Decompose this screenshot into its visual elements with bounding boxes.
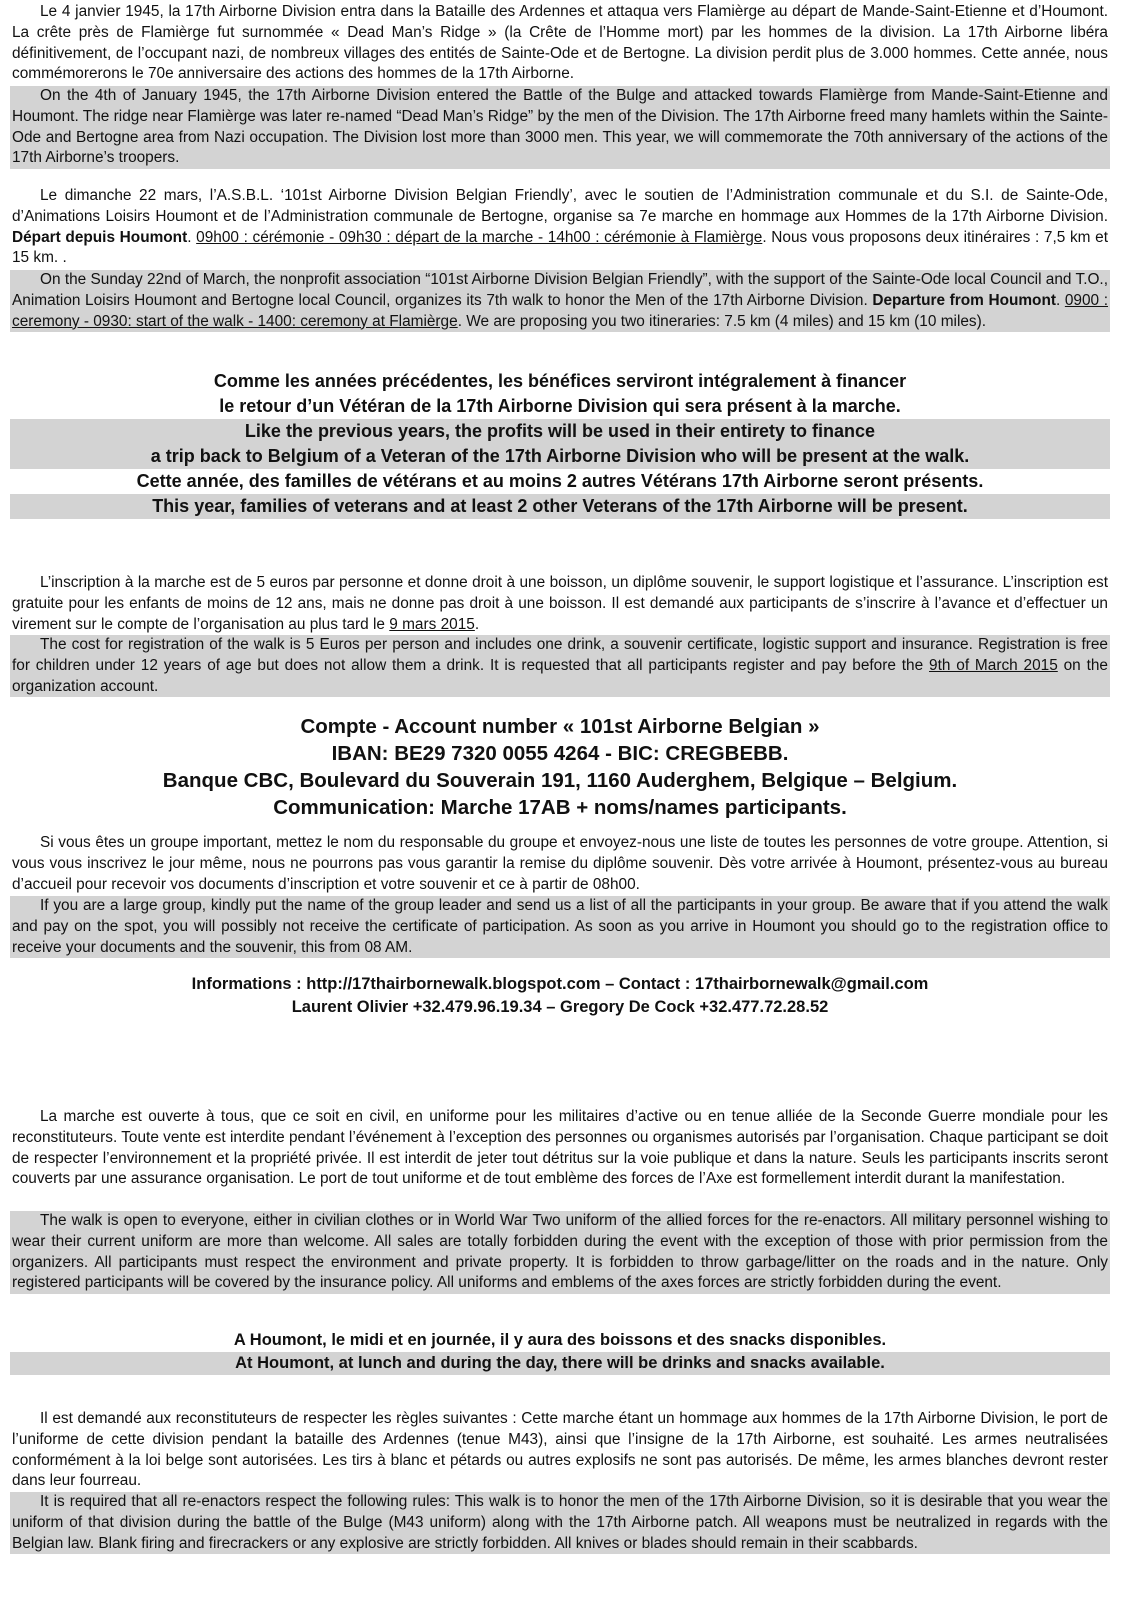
event-en-sep: . xyxy=(1055,291,1065,309)
reenactors-fr-paragraph: Il est demandé aux reconstituteurs de respecter les règles suivantes : Cette marche étant un hommage aux hommes de la 17th Airborne Division, le port de l’uniforme de cette division pendant la bataille des Ardennes (tenue M43), ainsi que l’insigne de la 17th Airborne, est souhaité. Les armes neutralisées conformément à la loi belge sont autorisées. Les tirs à blanc et pétards ou autres explosifs ne sont pas autorisés. De même, les armes blanches devront rester dans leur fourreau. xyxy=(12,1410,1108,1490)
rules-en-paragraph: The walk is open to everyone, either in civilian clothes or in World War Two uniform of the allied forces for the re-enactors. All military personnel wishing to wear their current uniform are more than welcome. All sales are totally forbidden during the event with the exception of those with prior permission from the organizers. All participants must respect the environment and private property. It is forbidden to throw garbage/litter on the roads and in the nature. Only registered participants will be covered by the insurance policy. All uniforms and emblems of the axes forces are strictly forbidden during the event. xyxy=(10,1211,1110,1294)
registration-fr-paragraph xyxy=(10,573,1110,635)
intro-fr-paragraph: Le 4 janvier 1945, la 17th Airborne Division entra dans la Bataille des Ardennes et attaqua vers Flamièrge au départ de Mande-Saint-Etienne et d’Houmont. La crête près de Flamièrge fut surnommée « Dead Man’s Ridge » (la Crête de l’Homme mort) par les hommes de la division. La 17th Airborne libéra définitivement, de l’occupant nazi, de nombreux villages des entités de Sainte-Ode et de Bertogne. La division perdit plus de 3.000 hommes. Cette année, nous commémorerons le 70e anniversaire des actions des hommes de la 17th Airborne. xyxy=(12,3,1108,83)
groups-en-paragraph: If you are a large group, kindly put the name of the group leader and send us a list of all the participants in your group. Be aware that if you attend the walk and pay on the spot, you will possibly not receive the certificate of participation. As soon as you arrive in Houmont you should go to the registration office to receive your documents and the souvenir, this from 08 AM. xyxy=(10,896,1110,958)
event-fr-itineraries: . Nous vous proposons deux itinéraires : 7,5 km et 15 km. . xyxy=(12,228,1108,267)
reenactors-en-paragraph: It is required that all re-enactors respect the following rules: This walk is to honor the men of the 17th Airborne Division, so it is desirable that you wear the uniform of that division during the battle of the Bulge (M43 uniform) along with the 17th Airborne patch. All weapons must be neutralized in regards with the Belgian law. Blank firing and firecrackers or any explosive are strictly forbidden. All knives or blades should remain in their scabbards. xyxy=(10,1492,1110,1554)
event-fr-text: Le dimanche 22 mars, l’A.S.B.L. ‘101st Airborne Division Belgian Friendly’, avec le soutien de l’Administration communale et du S.I. de Sainte-Ode, d’Animations Loisirs Houmont et de l’Administration communale de Bertogne, organise sa 7e marche en hommage aux Hommes de la 17th Airborne Division. xyxy=(12,187,1108,225)
event-fr-paragraph xyxy=(10,186,1110,269)
registration-fr-deadline: 9 mars 2015 xyxy=(389,615,475,633)
account-bank-address: Banque CBC, Boulevard du Souverain 191, 1160 Auderghem, Belgique – Belgium. xyxy=(162,769,958,792)
rules-fr-paragraph: La marche est ouverte à tous, que ce soit en civil, en uniforme pour les militaires d’active ou en tenue alliée de la Seconde Guerre mondiale pour les reconstituteurs. Toute vente est interdite pendant l’événement à l’exception des personnes ou organismes autorisés par l’organisation. Chaque participant se doit de respecter l’environnement et la propriété privée. Il est interdit de jeter tout détritus sur la voie publique et dans la nature. Seuls les participants inscrits seront couverts par une assurance organisation. Le port de tout uniforme et de tout emblème des forces de l’Axe est formellement interdit durant la manifestation. xyxy=(12,1108,1108,1188)
event-en-itineraries: . We are proposing you two itineraries: 7.5 km (4 miles) and 15 km (10 miles). xyxy=(457,312,987,330)
account-name: Compte - Account number « 101st Airborne Belgian » xyxy=(300,715,820,738)
registration-en-paragraph xyxy=(10,635,1110,697)
account-iban: IBAN: BE29 7320 0055 4264 - BIC: CREGBEBB. xyxy=(331,742,789,765)
account-communication: Communication: Marche 17AB + noms/names participants. xyxy=(273,796,847,819)
registration-fr-end: . xyxy=(474,615,480,633)
contact-links: Informations : http://17thairbornewalk.blogspot.com – Contact : 17thairbornewalk@gmail.com xyxy=(191,975,929,993)
registration-en-deadline: 9th of March 2015 xyxy=(929,656,1058,674)
event-en-paragraph xyxy=(10,270,1110,332)
profits-fr-line2: le retour d’un Vétéran de la 17th Airborne Division qui sera présent à la marche. xyxy=(219,396,901,416)
snacks-block xyxy=(10,1329,1110,1375)
registration-en-text: The cost for registration of the walk is 5 Euros per person and includes one drink, a souvenir certificate, logistic support and insurance. Registration is free for children under 12 years of age but does not allow them a drink. It is requested that all participants register and pay before the xyxy=(12,636,1108,674)
account-block xyxy=(10,713,1110,821)
intro-en-paragraph: On the 4th of January 1945, the 17th Airborne Division entered the Battle of the Bulge and attacked towards Flamièrge from Mande-Saint-Etienne and Houmont. The ridge near Flamièrge was later re-named “Dead Man’s Ridge” by the men of the Division. The 17th Airborne freed many hamlets within the Sainte-Ode and Bertogne area from Nazi occupation. The Division lost more than 3000 men. This year, we will commemorate the 70th anniversary of the actions of the 17th Airborne’s troopers. xyxy=(10,86,1110,169)
registration-en-end: on the organization account. xyxy=(12,656,1108,695)
event-fr-schedule: 09h00 : cérémonie - 09h30 : départ de la marche - 14h00 : cérémonie à Flamièrge xyxy=(196,228,763,246)
profits-fr-line1: Comme les années précédentes, les bénéfices serviront intégralement à financer xyxy=(213,371,907,391)
profits-en-line3: This year, families of veterans and at least 2 other Veterans of the 17th Airborne will be present. xyxy=(10,494,1110,519)
event-en-schedule: 0900 : ceremony - 0930: start of the walk - 1400: ceremony at Flamièrge xyxy=(12,291,1108,330)
registration-fr-text: L’inscription à la marche est de 5 euros par personne et donne droit à une boisson, un diplôme souvenir, le support logistique et l’assurance. L’inscription est gratuite pour les enfants de moins de 12 ans, mais ne donne pas droit à une boisson. Il est demandé aux participants de s’inscrire à l’avance et d’effectuer un virement sur le compte de l’organisation au plus tard le xyxy=(12,574,1108,633)
groups-fr-paragraph: Si vous êtes un groupe important, mettez le nom du responsable du groupe et envoyez-nous une liste de toutes les personnes de votre groupe. Attention, si vous vous inscrivez le jour même, nous ne pourrons pas vous garantir la remise du diplôme souvenir. Dès votre arrivée à Houmont, présentez-vous au bureau d’accueil pour recevoir vos documents d’inscription et votre souvenir et ce à partir de 08h00. xyxy=(12,834,1108,893)
contact-phones: Laurent Olivier +32.479.96.19.34 – Gregory De Cock +32.477.72.28.52 xyxy=(291,998,829,1016)
profits-block xyxy=(10,369,1110,519)
profits-fr-line3: Cette année, des familles de vétérans et au moins 2 autres Vétérans 17th Airborne seront présents. xyxy=(136,471,984,491)
snacks-en: At Houmont, at lunch and during the day, there will be drinks and snacks available. xyxy=(10,1352,1110,1375)
event-en-text: On the Sunday 22nd of March, the nonprofit association “101st Airborne Division Belgian Friendly”, with the support of the Sainte-Ode local Council and T.O., Animation Loisirs Houmont and Bertogne local Council, organizes its 7th walk to honor the Men of the 17th Airborne Division. xyxy=(12,271,1108,309)
event-fr-sep: . xyxy=(187,228,197,246)
event-en-departure: Departure from Houmont xyxy=(872,291,1056,309)
contact-block xyxy=(10,973,1110,1019)
profits-en-line2: a trip back to Belgium of a Veteran of the 17th Airborne Division who will be present at the walk. xyxy=(10,444,1110,469)
profits-en-line1: Like the previous years, the profits will be used in their entirety to finance xyxy=(10,419,1110,444)
snacks-fr: A Houmont, le midi et en journée, il y aura des boissons et des snacks disponibles. xyxy=(233,1331,887,1349)
event-fr-departure: Départ depuis Houmont xyxy=(12,228,188,246)
